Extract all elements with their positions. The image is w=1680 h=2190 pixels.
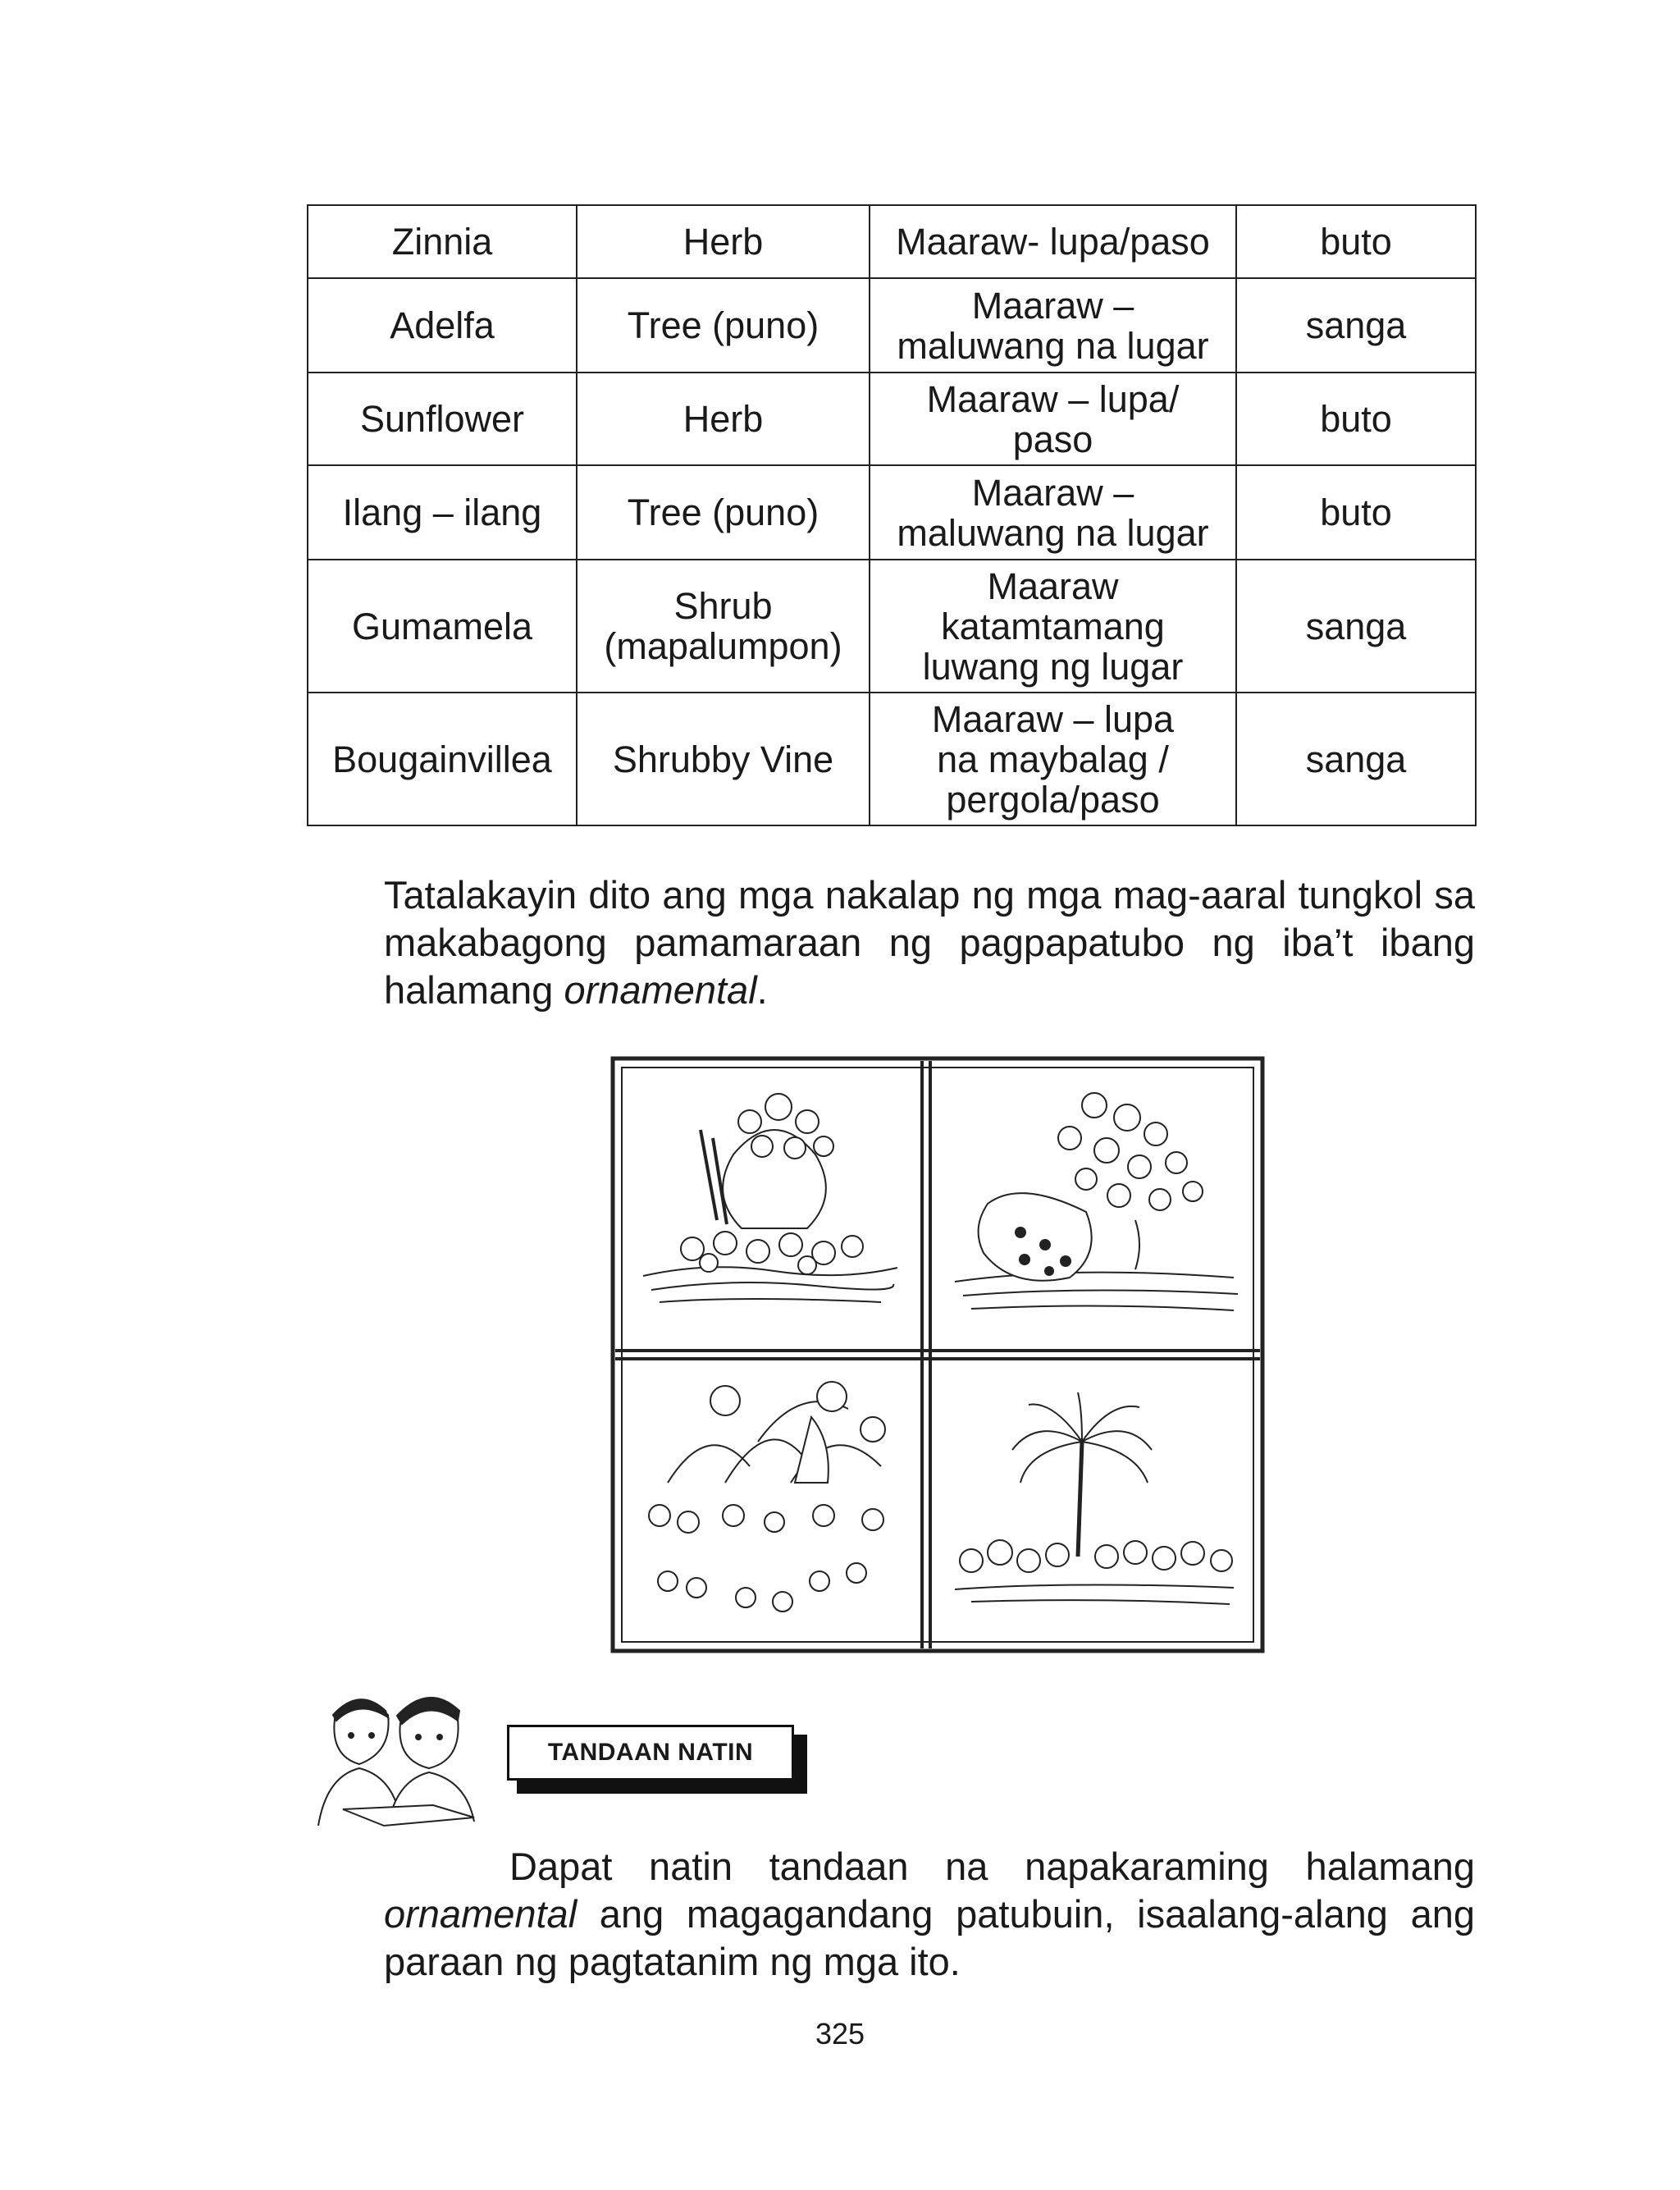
table-cell-lugar: Maaraw – maluwang na lugar [870, 465, 1236, 560]
table-row [308, 205, 1476, 278]
table-cell-paraan: buto [1236, 373, 1476, 465]
plant-table-body [308, 205, 1476, 825]
table-row [308, 278, 1476, 373]
table-row [308, 465, 1476, 560]
table-cell-lugar: Maaraw- lupa/paso [870, 205, 1236, 278]
table-row [308, 693, 1476, 825]
table-cell-name: Ilang – ilang [308, 465, 577, 560]
page-number: 325 [815, 2017, 865, 2051]
table-cell-name: Zinnia [308, 205, 577, 278]
table-cell-paraan: sanga [1236, 278, 1476, 373]
table-cell-paraan: sanga [1236, 560, 1476, 693]
table-cell-type: Tree (puno) [577, 465, 870, 560]
table-cell-name: Bougainvillea [308, 693, 577, 825]
table-cell-lugar: Maaraw – maluwang na lugar [870, 278, 1236, 373]
children-studying-illustration [310, 1686, 507, 1830]
table-cell-paraan: sanga [1236, 693, 1476, 825]
table-cell-lugar: Maaraw – lupa/ paso [870, 373, 1236, 465]
table-cell-type: Shrub (mapalumpon) [577, 560, 870, 693]
table-cell-type: Herb [577, 373, 870, 465]
table-cell-paraan: buto [1236, 465, 1476, 560]
table-cell-lugar: Maaraw – lupa na maybalag / pergola/paso [870, 693, 1236, 825]
paragraph-intro [384, 871, 1475, 1014]
section-label: TANDAAN NATIN [507, 1725, 794, 1781]
flower-bed-sketch [643, 1130, 897, 1302]
table-cell-paraan: buto [1236, 205, 1476, 278]
paragraph-tandaan-text1: Dapat natin tandaan na napakaraming halamang [509, 1845, 1475, 1888]
table-cell-name: Sunflower [308, 373, 577, 465]
paragraph-intro-text: Tatalakayin dito ang mga nakalap ng mga mag-aaral tungkol sa makabagong pamamaraan ng pagpapatubo ng iba’t ibang halamang [384, 873, 1475, 1012]
table-row [308, 560, 1476, 693]
table-cell-type: Herb [577, 205, 870, 278]
table-cell-name: Gumamela [308, 560, 577, 693]
plant-table [307, 204, 1477, 826]
table-cell-name: Adelfa [308, 278, 577, 373]
paragraph-intro-italic: ornamental [564, 968, 757, 1012]
table-row [308, 373, 1476, 465]
table-cell-lugar: Maaraw katamtamang luwang ng lugar [870, 560, 1236, 693]
paragraph-tandaan-text2: ang magagandang patubuin, isaalang-alang ang paraan ng pagtatanim ng mga ito. [384, 1892, 1475, 1983]
table-cell-type: Tree (puno) [577, 278, 870, 373]
ornamental-plants-illustration [610, 1056, 1265, 1653]
paragraph-tandaan-italic: ornamental [384, 1892, 578, 1936]
paragraph-intro-end: . [756, 968, 768, 1012]
table-cell-type: Shrubby Vine [577, 693, 870, 825]
paragraph-tandaan [384, 1843, 1475, 1986]
